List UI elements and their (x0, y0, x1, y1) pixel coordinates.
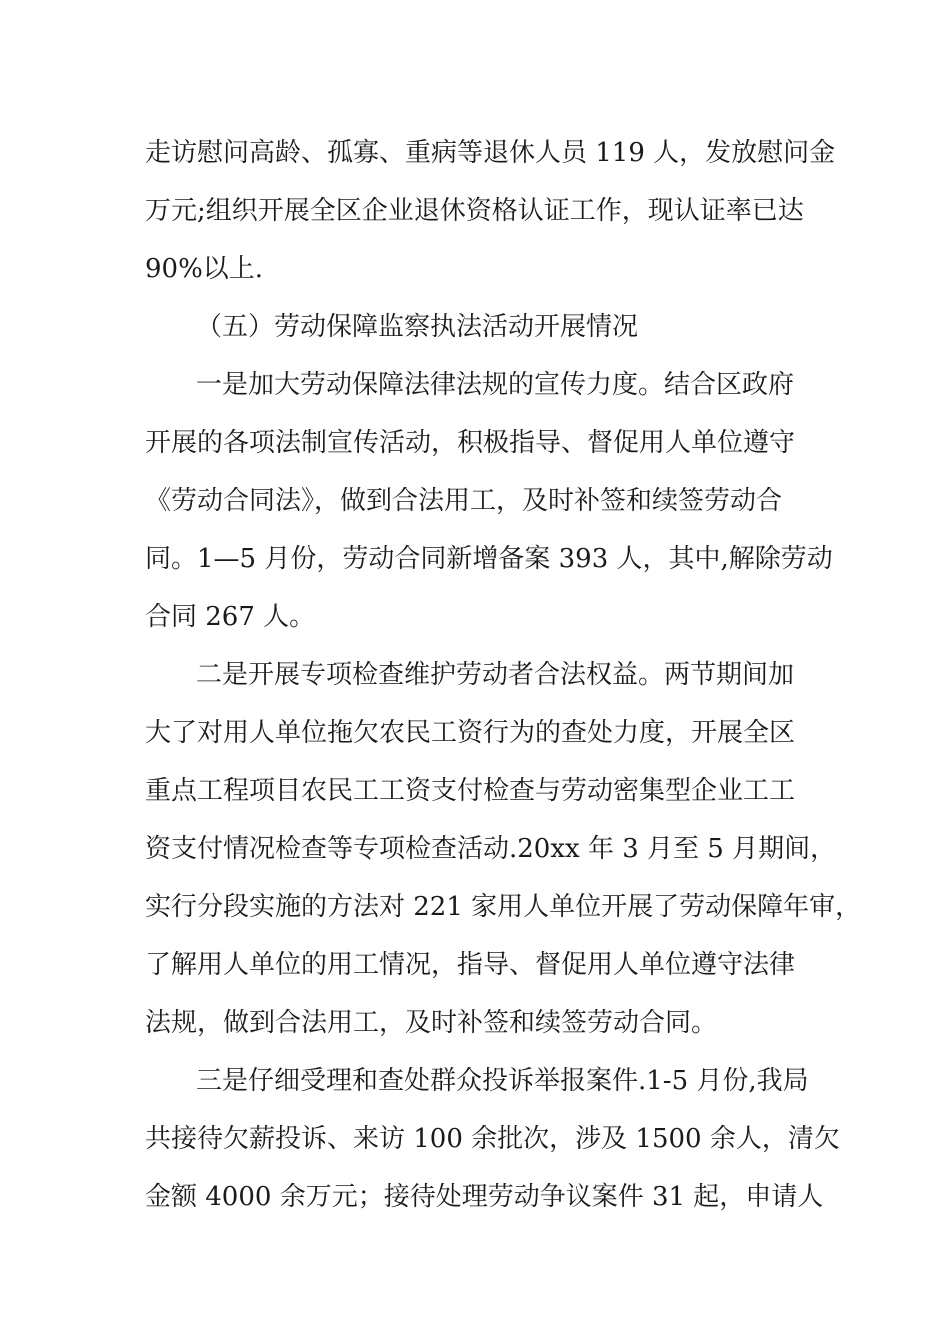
text-line: 实行分段实施的方法对 221 家用人单位开展了劳动保障年审， (145, 892, 862, 922)
text-line: 三是仔细受理和查处群众投诉举报案件.1-5 月份,我局 (196, 1066, 809, 1096)
section-heading: （五）劳动保障监察执法活动开展情况 (196, 312, 639, 342)
text-line: 同。1—5 月份，劳动合同新增备案 393 人，其中,解除劳动 (145, 544, 833, 574)
text-line: 开展的各项法制宣传活动，积极指导、督促用人单位遵守 (145, 428, 796, 458)
text-line: 了解用人单位的用工情况，指导、督促用人单位遵守法律 (145, 950, 796, 980)
text-line: 二是开展专项检查维护劳动者合法权益。两节期间加 (196, 660, 795, 690)
text-line: 一是加大劳动保障法律法规的宣传力度。结合区政府 (196, 370, 795, 400)
text-line: 《劳动合同法》，做到合法用工，及时补签和续签劳动合 (145, 486, 783, 516)
text-line: 大了对用人单位拖欠农民工资行为的查处力度，开展全区 (145, 718, 796, 748)
text-line: 重点工程项目农民工工资支付检查与劳动密集型企业工工 (145, 776, 796, 806)
text-line: 法规，做到合法用工，及时补签和续签劳动合同。 (145, 1008, 718, 1038)
text-line: 走访慰问高龄、孤寡、重病等退休人员 119 人，发放慰问金 (145, 138, 836, 168)
text-line: 万元;组织开展全区企业退休资格认证工作，现认证率已达 (145, 196, 804, 226)
text-line: 共接待欠薪投诉、来访 100 余批次，涉及 1500 余人，清欠 (145, 1124, 840, 1154)
text-line: 资支付情况检查等专项检查活动.20xx 年 3 月至 5 月期间， (145, 834, 837, 864)
text-line: 合同 267 人。 (145, 602, 316, 632)
text-line: 90%以上. (145, 254, 264, 284)
text-line: 金额 4000 余万元；接待处理劳动争议案件 31 起，申请人 (145, 1182, 824, 1212)
